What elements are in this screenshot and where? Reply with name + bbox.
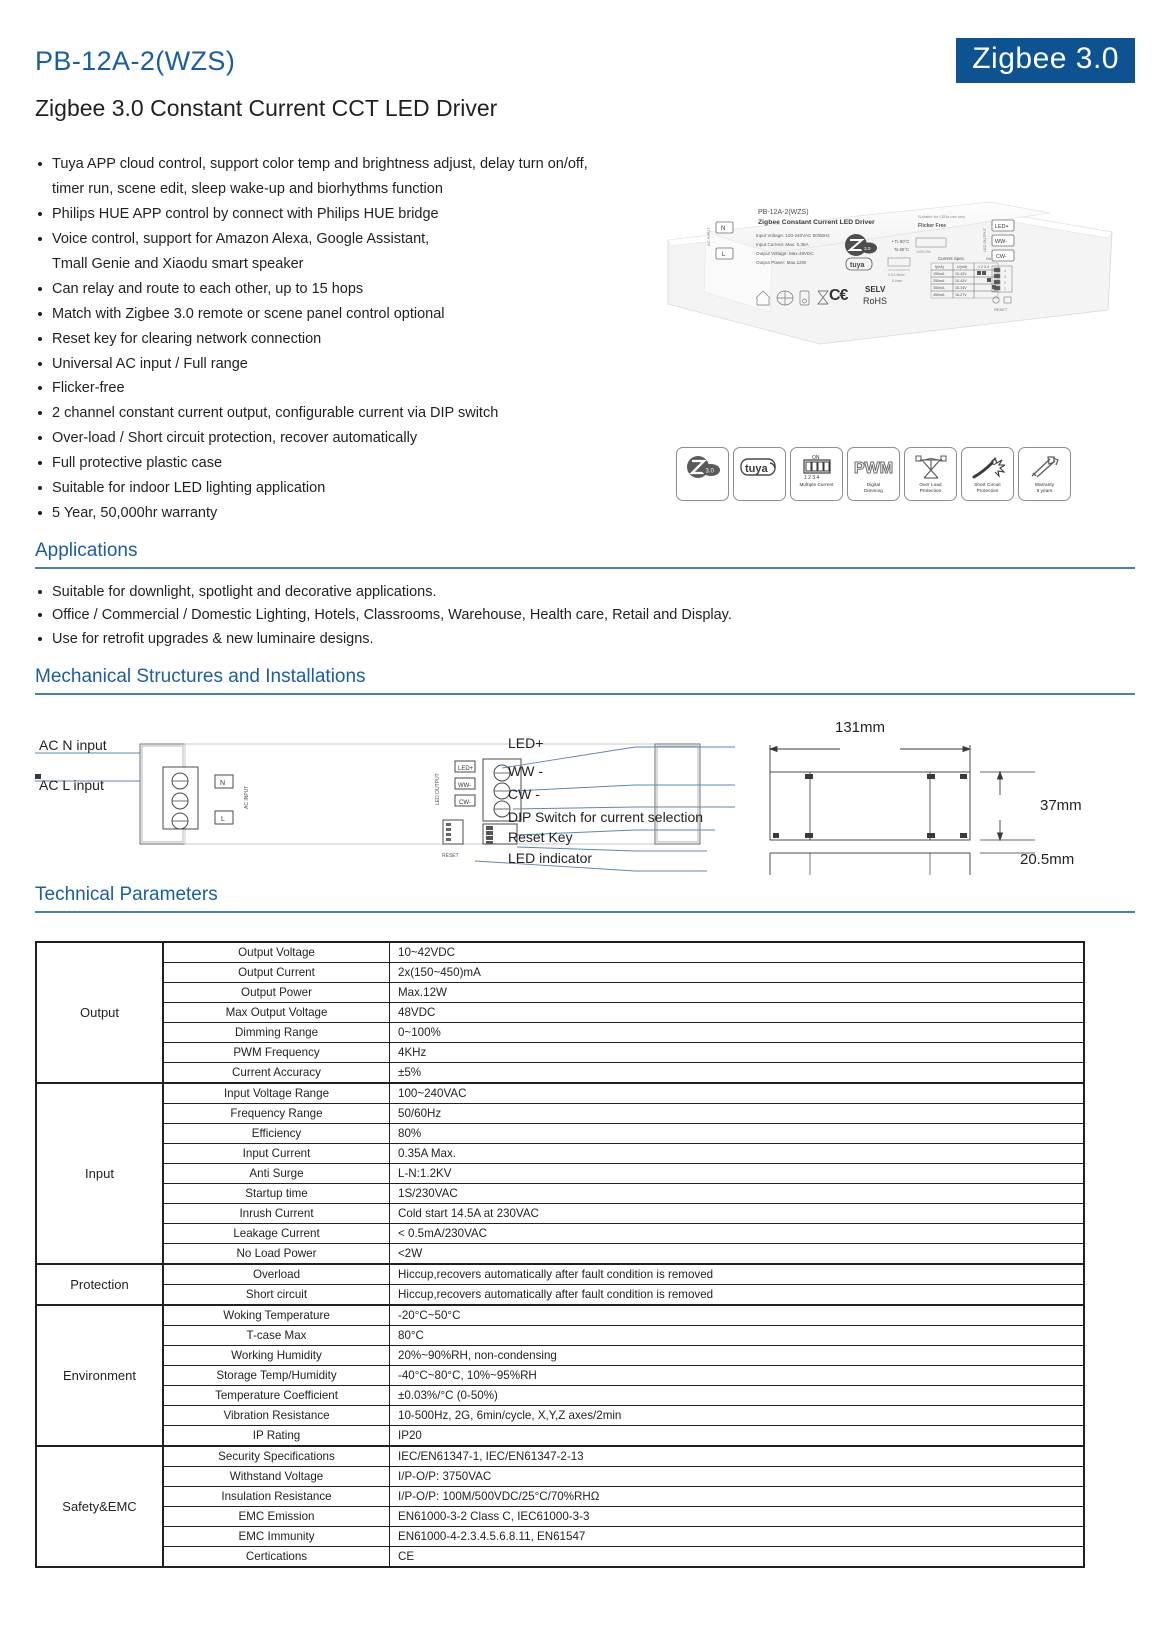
svg-text:3: 3 bbox=[1004, 275, 1006, 279]
table-value-cell: 10-500Hz, 2G, 6min/cycle, X,Y,Z axes/2min bbox=[390, 1406, 1085, 1426]
table-group-label: Safety&EMC bbox=[36, 1446, 163, 1567]
table-value-cell: IP20 bbox=[390, 1426, 1085, 1447]
table-value-cell: 100~240VAC bbox=[390, 1083, 1085, 1104]
list-item bbox=[36, 401, 636, 426]
table-value-cell: EN61000-4-2.3.4.5.6.8.11, EN61547 bbox=[390, 1527, 1085, 1547]
list-item bbox=[36, 476, 636, 501]
list-item-continuation bbox=[36, 177, 636, 202]
svg-text:1: 1 bbox=[1004, 287, 1006, 291]
table-row bbox=[36, 1406, 1084, 1426]
feature-text: Universal AC input / Full range bbox=[52, 355, 248, 372]
feature-text: Voice control, support for Amazon Alexa, Google Assistant, bbox=[52, 230, 430, 247]
label-ta: Ta 50°C bbox=[894, 247, 909, 252]
table-value-cell: -20°C~50°C bbox=[390, 1305, 1085, 1326]
terminal-label-led-plus: LED+ bbox=[458, 766, 474, 772]
icon-caption: Multiple Current bbox=[799, 482, 834, 487]
terminal-label-ww: WW- bbox=[458, 783, 472, 789]
application-text: Suitable for downlight, spotlight and decorative applications. bbox=[52, 584, 437, 600]
section-title: Applications bbox=[35, 540, 138, 561]
table-parameter-cell: Anti Surge bbox=[163, 1164, 390, 1184]
table-parameter-cell: Output Power bbox=[163, 983, 390, 1003]
list-item bbox=[36, 352, 636, 377]
icon-caption: Warranty 5 years bbox=[1034, 482, 1055, 493]
mechanical-section-header bbox=[35, 666, 1135, 695]
svg-text:350mA: 350mA bbox=[933, 286, 945, 290]
list-item bbox=[36, 376, 636, 401]
table-parameter-cell: PWM Frequency bbox=[163, 1043, 390, 1063]
table-parameter-cell: Security Specifications bbox=[163, 1446, 390, 1467]
driver-top-view bbox=[140, 744, 700, 844]
status-badge: Zigbee 3.0 bbox=[956, 38, 1135, 83]
table-row bbox=[36, 1305, 1084, 1326]
table-value-cell: <2W bbox=[390, 1244, 1085, 1265]
mech-label-led-plus: LED+ bbox=[508, 735, 544, 751]
reset-text: RESET bbox=[994, 307, 1008, 312]
svg-text:3.0: 3.0 bbox=[705, 468, 714, 475]
table-value-cell: CE bbox=[390, 1547, 1085, 1568]
table-row bbox=[36, 1003, 1084, 1023]
table-group-label: Environment bbox=[36, 1305, 163, 1446]
table-row bbox=[36, 1346, 1084, 1366]
mech-label-ac-n: AC N input bbox=[39, 737, 107, 753]
list-item bbox=[36, 426, 636, 451]
feature-text: Match with Zigbee 3.0 remote or scene panel control optional bbox=[52, 305, 445, 322]
tuya-text: tuya bbox=[850, 262, 865, 269]
label-output-voltage: Output Voltage: Max.48VDC bbox=[756, 251, 814, 256]
table-row bbox=[36, 1426, 1084, 1447]
label-model: PB-12A-2(WZS) bbox=[758, 209, 809, 216]
table-group-label: Output bbox=[36, 942, 163, 1083]
dimension-depth: 20.5mm bbox=[1020, 851, 1075, 868]
table-value-cell: Hiccup,recovers automatically after fault condition is removed bbox=[390, 1285, 1085, 1306]
label-leds-note: Suitable for LEDs use only bbox=[918, 214, 966, 219]
table-parameter-cell: Working Humidity bbox=[163, 1346, 390, 1366]
list-item bbox=[36, 501, 636, 526]
table-row bbox=[36, 1467, 1084, 1487]
svg-text:tuya: tuya bbox=[744, 463, 768, 475]
svg-text:150mA: 150mA bbox=[933, 272, 945, 276]
table-value-cell: 20%~90%RH, non-condensing bbox=[390, 1346, 1085, 1366]
dip-switch-icon bbox=[790, 447, 843, 501]
current-spec-on: On bbox=[986, 257, 991, 261]
application-text: Office / Commercial / Domestic Lighting, Hotels, Classrooms, Warehouse, Health care, Retail and Display. bbox=[52, 607, 732, 624]
list-item bbox=[36, 451, 636, 476]
application-text: Use for retrofit upgrades & new luminaire designs. bbox=[52, 630, 374, 647]
label-rohs: RoHS bbox=[863, 296, 888, 306]
svg-text:PWM: PWM bbox=[853, 460, 893, 477]
icon-caption: Short Circuit Protection bbox=[974, 482, 1001, 493]
terminal-l: L bbox=[722, 252, 726, 258]
table-row bbox=[36, 1023, 1084, 1043]
table-group-label: Protection bbox=[36, 1264, 163, 1305]
table-row bbox=[36, 1507, 1084, 1527]
mechanical-drawing bbox=[35, 719, 1135, 870]
mech-label-dip-switch: DIP Switch for current selection bbox=[508, 809, 704, 825]
table-parameter-cell: Output Voltage bbox=[163, 942, 390, 963]
table-value-cell: 80°C bbox=[390, 1326, 1085, 1346]
table-row bbox=[36, 983, 1084, 1003]
table-value-cell: Max.12W bbox=[390, 983, 1085, 1003]
table-value-cell: Cold start 14.5A at 230VAC bbox=[390, 1204, 1085, 1224]
table-group-label: Input bbox=[36, 1083, 163, 1264]
section-title: Mechanical Structures and Installations bbox=[35, 666, 366, 687]
led-output-label: LED OUTPUT bbox=[435, 773, 441, 805]
feature-text: timer run, scene edit, sleep wake-up and biorhythms function bbox=[52, 180, 443, 197]
feature-text: Can relay and route to each other, up to 15 hops bbox=[52, 280, 364, 297]
terminal-led-plus: LED+ bbox=[995, 224, 1009, 230]
label-output-power: Output Power: Max.12W bbox=[756, 260, 807, 265]
table-row bbox=[36, 1184, 1084, 1204]
list-item bbox=[36, 152, 636, 177]
table-row bbox=[36, 942, 1084, 963]
table-row bbox=[36, 1366, 1084, 1386]
table-row bbox=[36, 1446, 1084, 1467]
svg-text:8.0mm: 8.0mm bbox=[892, 279, 903, 283]
table-value-cell: 80% bbox=[390, 1124, 1085, 1144]
table-value-cell: 2x(150~450)mA bbox=[390, 963, 1085, 983]
table-value-cell: -40°C~80°C, 10%~95%RH bbox=[390, 1366, 1085, 1386]
terminal-cw: CW- bbox=[996, 254, 1007, 260]
table-row bbox=[36, 1326, 1084, 1346]
table-parameter-cell: IP Rating bbox=[163, 1426, 390, 1447]
svg-text:0.5-1.5mm²: 0.5-1.5mm² bbox=[888, 273, 906, 277]
svg-text:250mA: 250mA bbox=[933, 279, 945, 283]
table-row bbox=[36, 963, 1084, 983]
table-parameter-cell: Woking Temperature bbox=[163, 1305, 390, 1326]
mech-label-reset-key: Reset Key bbox=[508, 829, 573, 845]
table-parameter-cell: Startup time bbox=[163, 1184, 390, 1204]
feature-text: Flicker-free bbox=[52, 380, 125, 397]
led-output-text: LED OUTPUT bbox=[983, 227, 987, 252]
dimension-length: 131mm bbox=[835, 719, 886, 736]
svg-text:1 2 3 4: 1 2 3 4 bbox=[978, 265, 989, 269]
table-parameter-cell: Inrush Current bbox=[163, 1204, 390, 1224]
list-item bbox=[36, 581, 936, 604]
svg-text:450mA: 450mA bbox=[933, 293, 945, 297]
list-item bbox=[36, 227, 636, 252]
table-value-cell: 50/60Hz bbox=[390, 1104, 1085, 1124]
table-row bbox=[36, 1144, 1084, 1164]
svg-text:1 2 3 4: 1 2 3 4 bbox=[803, 475, 819, 481]
feature-text: Over-load / Short circuit protection, recover automatically bbox=[52, 430, 418, 447]
table-row bbox=[36, 1104, 1084, 1124]
feature-text: Suitable for indoor LED lighting application bbox=[52, 480, 326, 497]
table-value-cell: 48VDC bbox=[390, 1003, 1085, 1023]
feature-text: 2 channel constant current output, configurable current via DIP switch bbox=[52, 405, 499, 422]
over-load-protection-icon bbox=[904, 447, 957, 501]
list-item bbox=[36, 604, 936, 627]
zigbee-icon bbox=[676, 447, 729, 501]
ac-input-label: AC INPUT bbox=[244, 785, 250, 809]
mech-label-ac-l: AC L input bbox=[39, 777, 104, 793]
label-name: Zigbee Constant Current LED Driver bbox=[758, 219, 875, 226]
svg-text:U(mA): U(mA) bbox=[957, 265, 968, 269]
table-parameter-cell: No Load Power bbox=[163, 1244, 390, 1265]
label-input-voltage: Input Voltage: 100-240VAC 50/60Hz bbox=[756, 233, 830, 238]
table-row bbox=[36, 1224, 1084, 1244]
current-spec-title: Current Spec. bbox=[938, 256, 966, 261]
mech-label-led-indicator: LED indicator bbox=[508, 850, 593, 866]
table-value-cell: 0.35A Max. bbox=[390, 1144, 1085, 1164]
feature-text: 5 Year, 50,000hr warranty bbox=[52, 505, 218, 522]
section-title: Technical Parameters bbox=[35, 884, 218, 905]
table-row bbox=[36, 1264, 1084, 1285]
feature-text: Tuya APP cloud control, support color temp and brightness adjust, delay turn on/off, bbox=[52, 156, 588, 172]
table-row bbox=[36, 1043, 1084, 1063]
svg-text:10-42V: 10-42V bbox=[955, 279, 967, 283]
ce-mark: C€ bbox=[829, 287, 848, 304]
warranty-icon bbox=[1018, 447, 1071, 501]
table-parameter-cell: Temperature Coefficient bbox=[163, 1386, 390, 1406]
list-item bbox=[36, 327, 636, 352]
table-value-cell: I/P-O/P: 100M/500VDC/25°C/70%RHΩ bbox=[390, 1487, 1085, 1507]
label-tc: • Tc 80°C bbox=[892, 239, 910, 244]
table-value-cell: L-N:1.2KV bbox=[390, 1164, 1085, 1184]
table-parameter-cell: T-case Max bbox=[163, 1326, 390, 1346]
section-divider bbox=[35, 911, 1135, 913]
section-divider bbox=[35, 693, 1135, 695]
svg-text:2: 2 bbox=[1004, 281, 1006, 285]
svg-text:10-34V: 10-34V bbox=[955, 286, 967, 290]
terminal-n: N bbox=[721, 226, 726, 232]
table-row bbox=[36, 1204, 1084, 1224]
table-parameter-cell: Certications bbox=[163, 1547, 390, 1568]
table-parameter-cell: Leakage Current bbox=[163, 1224, 390, 1244]
table-parameter-cell: EMC Immunity bbox=[163, 1527, 390, 1547]
applications-section-header bbox=[35, 540, 1135, 569]
table-value-cell: 0~100% bbox=[390, 1023, 1085, 1043]
table-parameter-cell: EMC Emission bbox=[163, 1507, 390, 1527]
table-row bbox=[36, 1083, 1084, 1104]
svg-text:100%-0%: 100%-0% bbox=[916, 250, 931, 254]
table-value-cell: ±0.03%/°C (0-50%) bbox=[390, 1386, 1085, 1406]
list-item bbox=[36, 302, 636, 327]
page-header bbox=[35, 38, 1135, 133]
table-row bbox=[36, 1124, 1084, 1144]
mech-label-ww: WW - bbox=[508, 763, 543, 779]
table-parameter-cell: Insulation Resistance bbox=[163, 1487, 390, 1507]
icon-caption: Digital Dimming bbox=[864, 482, 883, 493]
table-value-cell: Hiccup,recovers automatically after fault condition is removed bbox=[390, 1264, 1085, 1285]
dimension-height: 37mm bbox=[1040, 797, 1082, 814]
table-parameter-cell: Efficiency bbox=[163, 1124, 390, 1144]
table-parameter-cell: Short circuit bbox=[163, 1285, 390, 1306]
table-row bbox=[36, 1164, 1084, 1184]
svg-text:ON: ON bbox=[811, 455, 819, 461]
table-value-cell: 4KHz bbox=[390, 1043, 1085, 1063]
terminal-ww: WW- bbox=[995, 239, 1007, 245]
terminal-label-n: N bbox=[220, 780, 226, 787]
section-divider bbox=[35, 567, 1135, 569]
svg-text:10-27V: 10-27V bbox=[955, 293, 967, 297]
table-parameter-cell: Frequency Range bbox=[163, 1104, 390, 1124]
table-row bbox=[36, 1547, 1084, 1568]
table-parameter-cell: Vibration Resistance bbox=[163, 1406, 390, 1426]
table-value-cell: IEC/EN61347-1, IEC/EN61347-2-13 bbox=[390, 1446, 1085, 1467]
table-parameter-cell: Output Current bbox=[163, 963, 390, 983]
table-value-cell: 10~42VDC bbox=[390, 942, 1085, 963]
list-item-continuation bbox=[36, 252, 636, 277]
feature-text: Full protective plastic case bbox=[52, 455, 223, 472]
table-value-cell: ±5% bbox=[390, 1063, 1085, 1084]
table-row bbox=[36, 1063, 1084, 1084]
svg-text:10-42V: 10-42V bbox=[955, 272, 967, 276]
table-row bbox=[36, 1386, 1084, 1406]
reset-label: RESET bbox=[442, 853, 459, 859]
feature-text: Reset key for clearing network connection bbox=[52, 330, 322, 347]
page-title: PB-12A-2(WZS) bbox=[35, 46, 236, 76]
feature-text: Tmall Genie and Xiaodu smart speaker bbox=[52, 255, 304, 272]
table-value-cell: I/P-O/P: 3750VAC bbox=[390, 1467, 1085, 1487]
table-parameter-cell: Overload bbox=[163, 1264, 390, 1285]
table-parameter-cell: Current Accuracy bbox=[163, 1063, 390, 1084]
table-parameter-cell: Storage Temp/Humidity bbox=[163, 1366, 390, 1386]
feature-text: Philips HUE APP control by connect with Philips HUE bridge bbox=[52, 205, 439, 222]
pwm-icon bbox=[847, 447, 900, 501]
short-circuit-protection-icon bbox=[961, 447, 1014, 501]
table-row bbox=[36, 1244, 1084, 1265]
table-parameter-cell: Input Current bbox=[163, 1144, 390, 1164]
table-row bbox=[36, 1487, 1084, 1507]
table-parameter-cell: Withstand Voltage bbox=[163, 1467, 390, 1487]
svg-text:4: 4 bbox=[1004, 269, 1006, 273]
table-parameter-cell: Input Voltage Range bbox=[163, 1083, 390, 1104]
table-value-cell: EN61000-3-2 Class C, IEC61000-3-3 bbox=[390, 1507, 1085, 1527]
applications-list bbox=[36, 581, 936, 651]
table-row bbox=[36, 1285, 1084, 1306]
feature-icon-strip bbox=[676, 447, 1071, 501]
table-value-cell: 1S/230VAC bbox=[390, 1184, 1085, 1204]
terminal-label-cw: CW- bbox=[459, 800, 471, 806]
table-parameter-cell: Max Output Voltage bbox=[163, 1003, 390, 1023]
terminal-label-l: L bbox=[221, 816, 225, 823]
list-item bbox=[36, 277, 636, 302]
list-item bbox=[36, 202, 636, 227]
product-photo bbox=[660, 180, 1115, 365]
page-subtitle: Zigbee 3.0 Constant Current CCT LED Driver bbox=[35, 95, 498, 121]
ac-input-text: AC INPUT bbox=[706, 227, 711, 246]
label-selv: SELV bbox=[865, 285, 886, 294]
table-parameter-cell: Dimming Range bbox=[163, 1023, 390, 1043]
tuya-icon bbox=[733, 447, 786, 501]
zigbee-version: 3.0 bbox=[864, 246, 871, 251]
table-row bbox=[36, 1527, 1084, 1547]
list-item bbox=[36, 628, 936, 651]
icon-caption: Over Load Protection bbox=[919, 482, 942, 493]
svg-text:I(mA): I(mA) bbox=[935, 265, 944, 269]
label-flicker-free: Flicker Free bbox=[918, 223, 947, 229]
table-value-cell: < 0.5mA/230VAC bbox=[390, 1224, 1085, 1244]
label-input-current: Input Current: Max. 0.35A bbox=[756, 242, 809, 247]
feature-list bbox=[36, 152, 636, 526]
technical-section-header bbox=[35, 884, 1135, 913]
technical-parameters-table bbox=[35, 941, 1085, 1568]
mech-label-cw: CW - bbox=[508, 786, 540, 802]
